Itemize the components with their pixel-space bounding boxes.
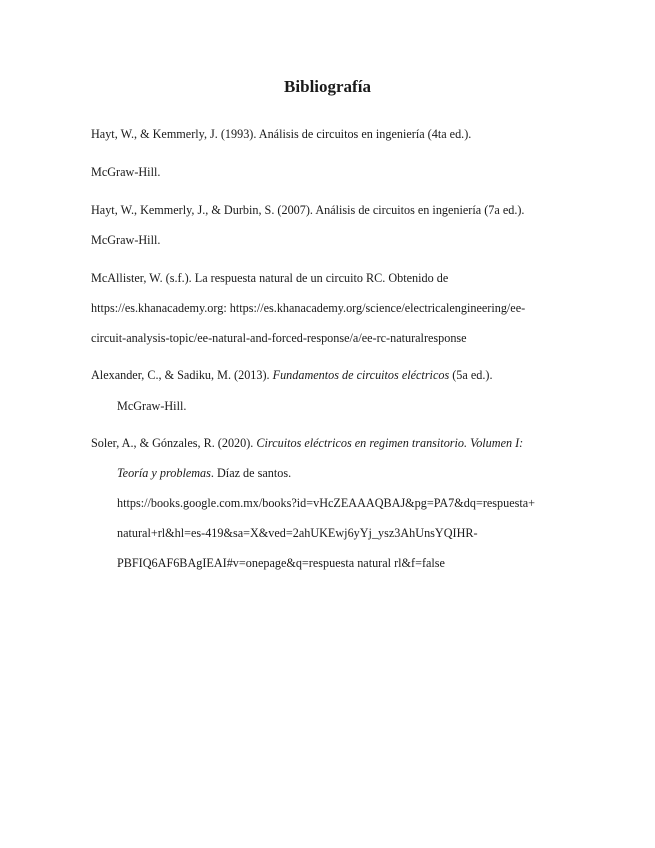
reference-4-authors: Alexander, C., & Sadiku, M. (2013).	[91, 368, 273, 382]
reference-5-line-1	[91, 435, 523, 451]
reference-1-line-1: Hayt, W., & Kemmerly, J. (1993). Análisis de circuitos en ingeniería (4ta ed.).	[91, 127, 472, 141]
reference-2-line-2: McGraw-Hill.	[91, 233, 161, 247]
reference-5-line-5: PBFIQ6AF6BAgIEAI#v=onepage&q=respuesta natural rl&f=false	[117, 556, 445, 570]
reference-3-line-3: circuit-analysis-topic/ee-natural-and-forced-response/a/ee-rc-naturalresponse	[91, 331, 467, 345]
reference-3-line-2: https://es.khanacademy.org: https://es.khanacademy.org/science/electricalengineering/ee-	[91, 301, 526, 315]
reference-5-book-title-b: Teoría y problemas	[117, 466, 211, 480]
reference-5-authors: Soler, A., & Gónzales, R. (2020).	[91, 436, 257, 450]
reference-4-line-2: McGraw-Hill.	[117, 399, 187, 413]
reference-4-book-title: Fundamentos de circuitos eléctricos	[272, 368, 450, 382]
reference-2-line-1: Hayt, W., Kemmerly, J., & Durbin, S. (2007). Análisis de circuitos en ingeniería (7a ed.).	[91, 203, 525, 217]
page-title: Bibliografía	[284, 77, 371, 96]
reference-4-edition: (5a ed.).	[449, 368, 493, 382]
reference-5-line-4: natural+rl&hl=es-419&sa=X&ved=2ahUKEwj6yYj_ysz3AhUnsYQIHR-	[117, 526, 478, 540]
reference-5-line-3: https://books.google.com.mx/books?id=vHcZEAAAQBAJ&pg=PA7&dq=respuesta+	[117, 496, 536, 510]
reference-4-line-1	[91, 367, 493, 383]
reference-5-publisher: . Díaz de santos.	[210, 466, 292, 480]
reference-5-book-title-a: Circuitos eléctricos en regimen transitorio. Volumen I:	[256, 436, 524, 450]
reference-3-line-1: McAllister, W. (s.f.). La respuesta natural de un circuito RC. Obtenido de	[91, 271, 449, 285]
reference-1-line-2: McGraw-Hill.	[91, 165, 161, 179]
reference-5-line-2	[117, 465, 291, 481]
